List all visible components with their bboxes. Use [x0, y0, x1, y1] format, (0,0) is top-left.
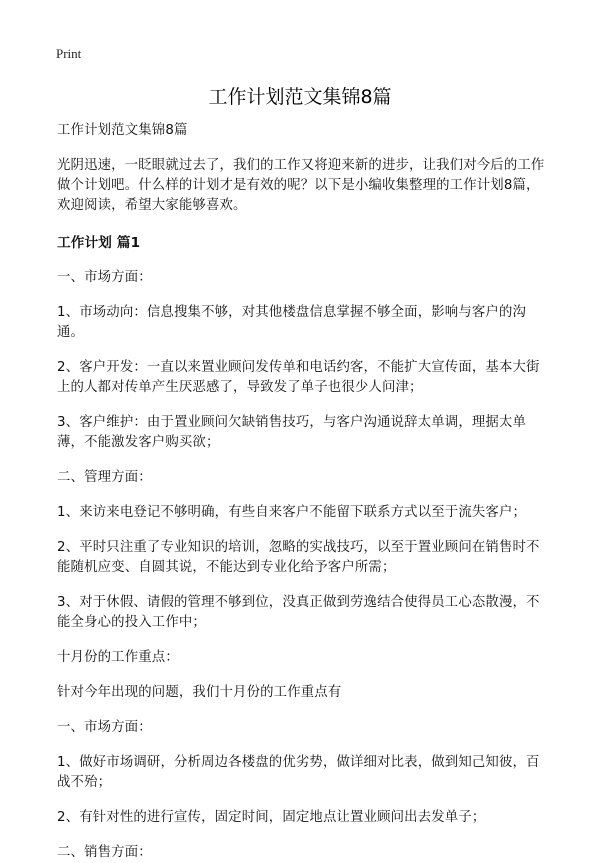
intro-paragraph: 光阴迅速，一眨眼就过去了，我们的工作又将迎来新的进步，让我们对今后的工作做个计划吧。什么样的计划才是有效的呢？以下是小编收集整理的工作计划8篇，欢迎阅读，希望大家能够喜欢。 [57, 158, 545, 213]
management-item-2: 2、平时只注重了专业知识的培训，忽略的实战技巧，以至于置业顾问在销售时不能随机应变、自圆其说，不能达到专业化给予客户所需； [57, 540, 540, 575]
market-item-3: 3、客户维护：由于置业顾问欠缺销售技巧，与客户沟通说辞太单调，理据太单薄，不能激发客户购买欲； [57, 415, 527, 450]
management-heading: 二、管理方面： [57, 470, 152, 485]
sales-heading: 二、销售方面： [57, 845, 152, 860]
plan-market-item-1: 1、做好市场调研，分析周边各楼盘的优劣势，做详细对比表，做到知己知彼，百战不殆； [57, 755, 540, 790]
plan-market-heading: 一、市场方面： [57, 720, 152, 735]
market-item-1: 1、市场动向：信息搜集不够，对其他楼盘信息掌握不够全面，影响与客户的沟通。 [57, 305, 527, 340]
document-subtitle: 工作计划范文集锦8篇 [57, 123, 188, 138]
management-item-3: 3、对于休假、请假的管理不够到位，没真正做到劳逸结合使得员工心态散漫，不能全身心的投入工作中； [57, 595, 540, 630]
management-item-1: 1、来访来电登记不够明确，有些自来客户不能留下联系方式以至于流失客户； [57, 505, 527, 520]
print-label[interactable]: Print [56, 46, 82, 61]
october-heading: 十月份的工作重点： [57, 650, 179, 665]
market-heading: 一、市场方面： [57, 270, 152, 285]
plan-market-item-2: 2、有针对性的进行宣传，固定时间，固定地点让置业顾问出去发单子； [57, 810, 486, 825]
page-title: 工作计划范文集锦8篇 [208, 86, 392, 108]
section-heading: 工作计划 篇1 [57, 235, 141, 251]
document-body [57, 121, 549, 863]
october-intro: 针对今年出现的问题，我们十月份的工作重点有 [57, 685, 342, 700]
market-item-2: 2、客户开发：一直以来置业顾问发传单和电话约客，不能扩大宣传面，基本大街上的人都对传单产生厌恶感了，导致发了单子也很少人问津； [57, 360, 540, 395]
